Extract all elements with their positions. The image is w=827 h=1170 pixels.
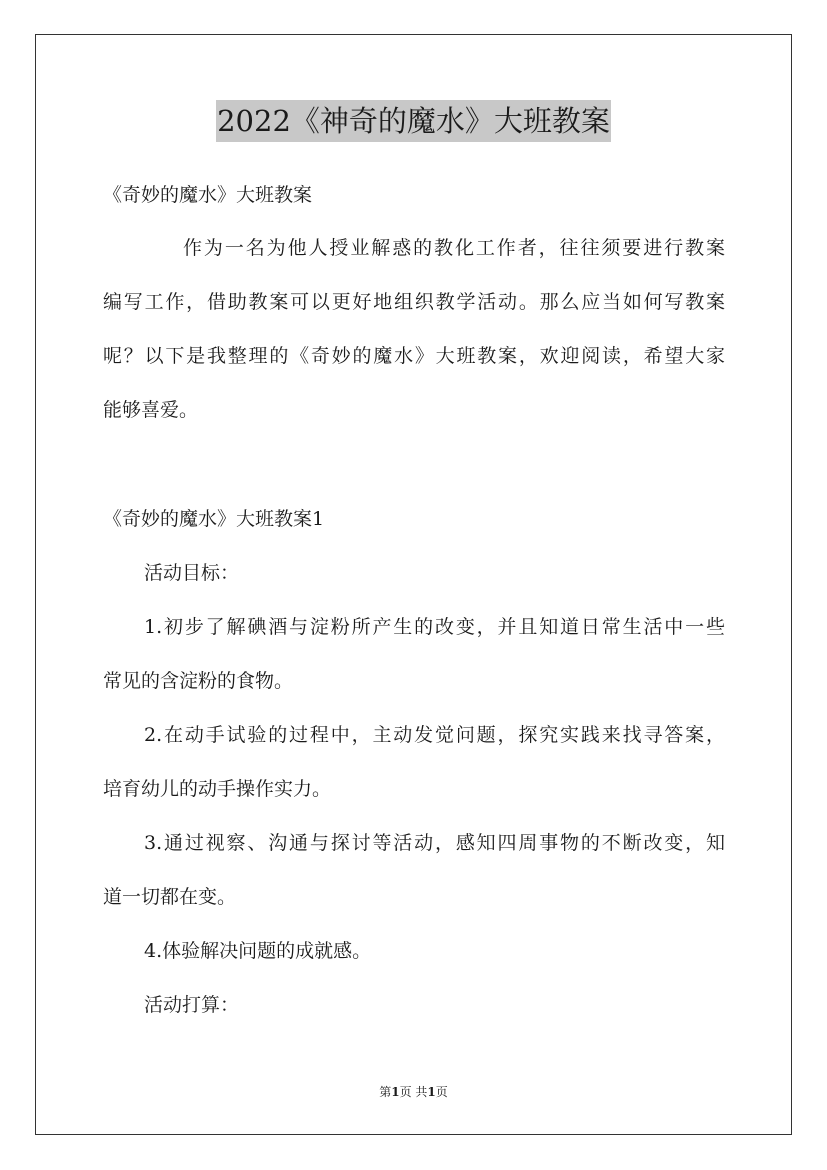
prep-heading: 活动打算：: [144, 994, 240, 1016]
intro-line-4: 能够喜爱。: [103, 399, 199, 421]
intro-line-3: 呢？以下是我整理的《奇妙的魔水》大班教案，欢迎阅读，希望大家: [103, 345, 725, 367]
intro-line-2: 编写工作，借助教案可以更好地组织教学活动。那么应当如何写教案: [103, 291, 725, 313]
intro-line-1: 作为一名为他人授业解惑的教化工作者，往往须要进行教案: [183, 237, 725, 259]
footer-suffix: 页: [435, 1085, 448, 1099]
goal-line-2: 常见的含淀粉的食物。: [103, 670, 294, 692]
goal-line-7: 4.体验解决问题的成就感。: [144, 940, 372, 962]
goal-line-6: 道一切都在变。: [103, 886, 237, 908]
document-title: 2022《神奇的魔水》大班教案: [216, 100, 611, 142]
section-heading: 《奇妙的魔水》大班教案1: [103, 508, 325, 530]
footer-page-total: 1: [427, 1085, 436, 1099]
goal-line-5: 3.通过视察、沟通与探讨等活动，感知四周事物的不断改变，知: [144, 832, 725, 854]
goals-heading: 活动目标：: [144, 562, 240, 584]
page-footer: [0, 1083, 827, 1101]
footer-prefix: 第: [379, 1085, 392, 1099]
goal-line-1: 1.初步了解碘酒与淀粉所产生的改变，并且知道日常生活中一些: [144, 616, 725, 638]
document-subtitle: 《奇妙的魔水》大班教案: [103, 184, 313, 206]
goal-line-3: 2.在动手试验的过程中，主动发觉问题，探究实践来找寻答案，: [144, 724, 725, 746]
goal-line-4: 培育幼儿的动手操作实力。: [103, 778, 332, 800]
footer-mid: 页 共: [399, 1085, 428, 1099]
title-container: [0, 100, 827, 142]
footer-page-number: 1: [391, 1085, 400, 1099]
